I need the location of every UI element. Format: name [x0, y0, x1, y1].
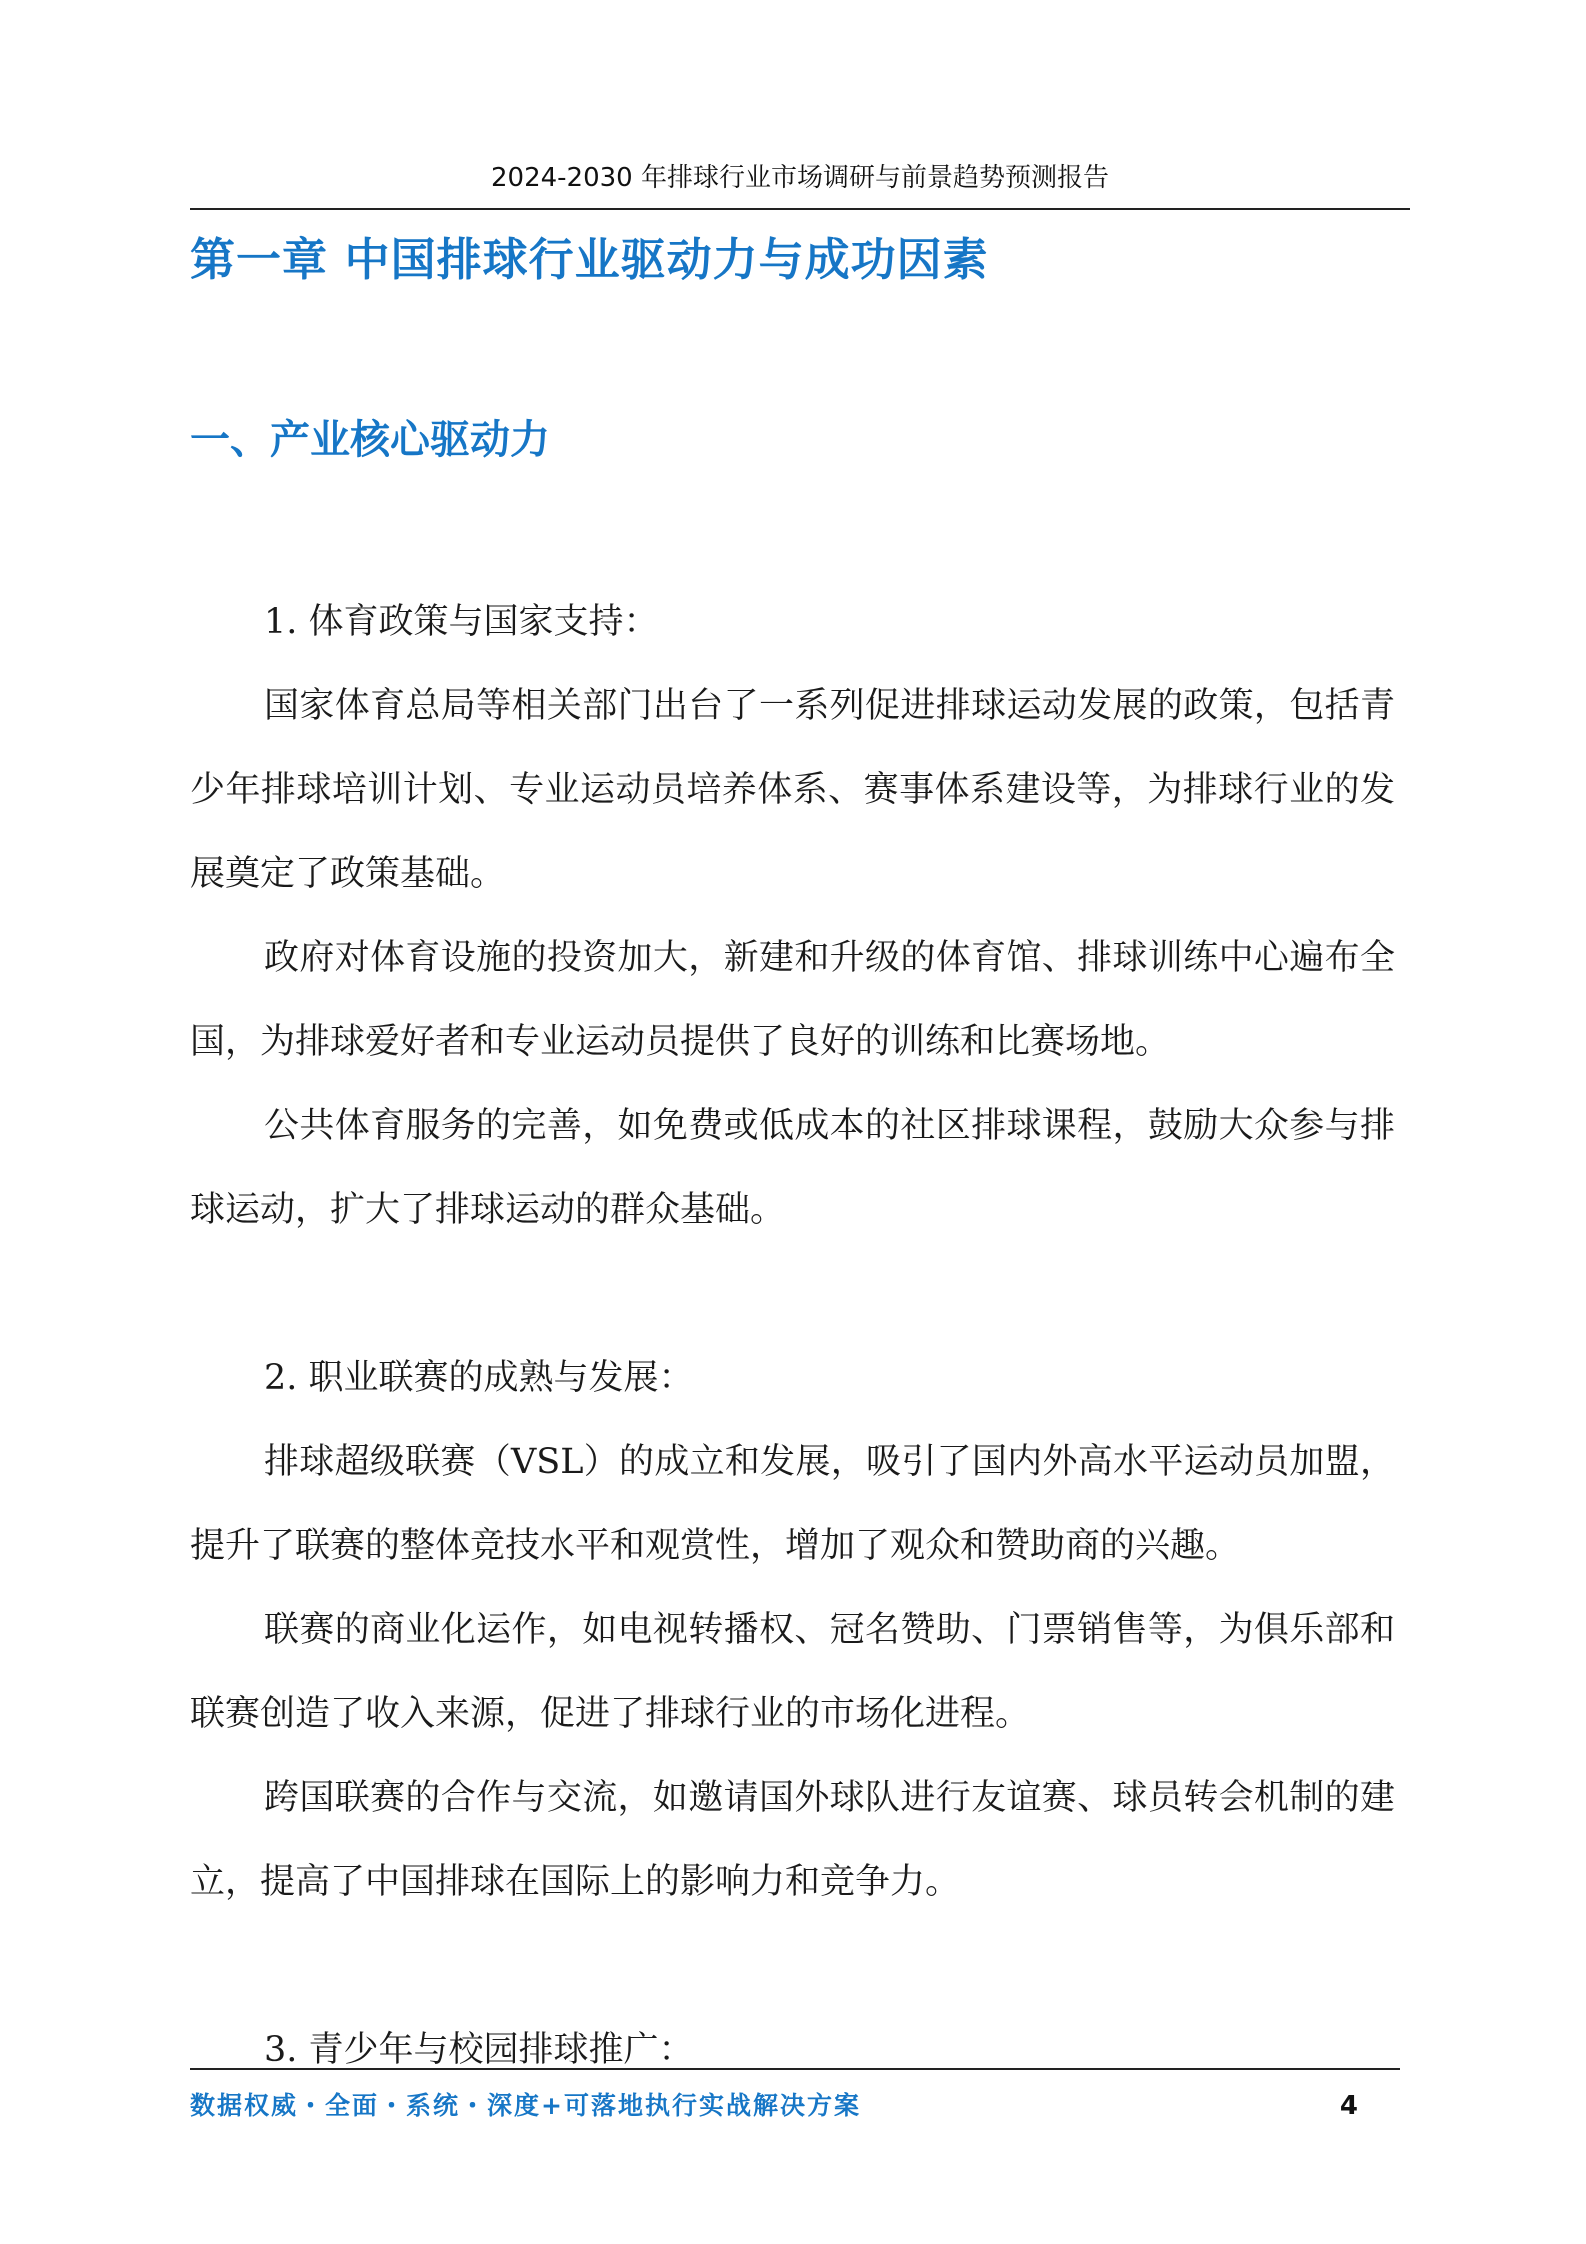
- header-divider: [190, 208, 1410, 210]
- paragraph: 跨国联赛的合作与交流，如邀请国外球队进行友谊赛、球员转会机制的建立，提高了中国排球在国际上的影响力和竞争力。: [190, 1778, 1395, 1902]
- spacer: [190, 1252, 1395, 1336]
- paragraph: 政府对体育设施的投资加大，新建和升级的体育馆、排球训练中心遍布全国，为排球爱好者和专业运动员提供了良好的训练和比赛场地。: [190, 938, 1395, 1062]
- subsection-heading-1: 1. 体育政策与国家支持：: [264, 602, 659, 642]
- spacer: [190, 1924, 1395, 2008]
- paragraph: 联赛的商业化运作，如电视转播权、冠名赞助、门票销售等，为俱乐部和联赛创造了收入来源，促进了排球行业的市场化进程。: [190, 1610, 1395, 1734]
- paragraph: 公共体育服务的完善，如免费或低成本的社区排球课程，鼓励大众参与排球运动，扩大了排球运动的群众基础。: [190, 1106, 1395, 1230]
- footer-divider: [190, 2068, 1400, 2070]
- paragraph: 国家体育总局等相关部门出台了一系列促进排球运动发展的政策，包括青少年排球培训计划、专业运动员培养体系、赛事体系建设等，为排球行业的发展奠定了政策基础。: [190, 686, 1395, 894]
- page-number: 4: [1339, 2091, 1358, 2121]
- subsection-heading-2: 2. 职业联赛的成熟与发展：: [264, 1358, 694, 1398]
- subsection-heading-3: 3. 青少年与校园排球推广：: [264, 2030, 694, 2070]
- footer-slogan: 数据权威・全面・系统・深度+可落地执行实战解决方案: [190, 2091, 861, 2120]
- document-body: [190, 580, 1395, 2092]
- report-header-title: 2024-2030 年排球行业市场调研与前景趋势预测报告: [491, 163, 1109, 193]
- paragraph: 排球超级联赛（VSL）的成立和发展，吸引了国内外高水平运动员加盟，提升了联赛的整体竞技水平和观赏性，增加了观众和赞助商的兴趣。: [190, 1442, 1395, 1566]
- section-title: 一、产业核心驱动力: [190, 417, 550, 463]
- chapter-title: 第一章 中国排球行业驱动力与成功因素: [190, 233, 989, 286]
